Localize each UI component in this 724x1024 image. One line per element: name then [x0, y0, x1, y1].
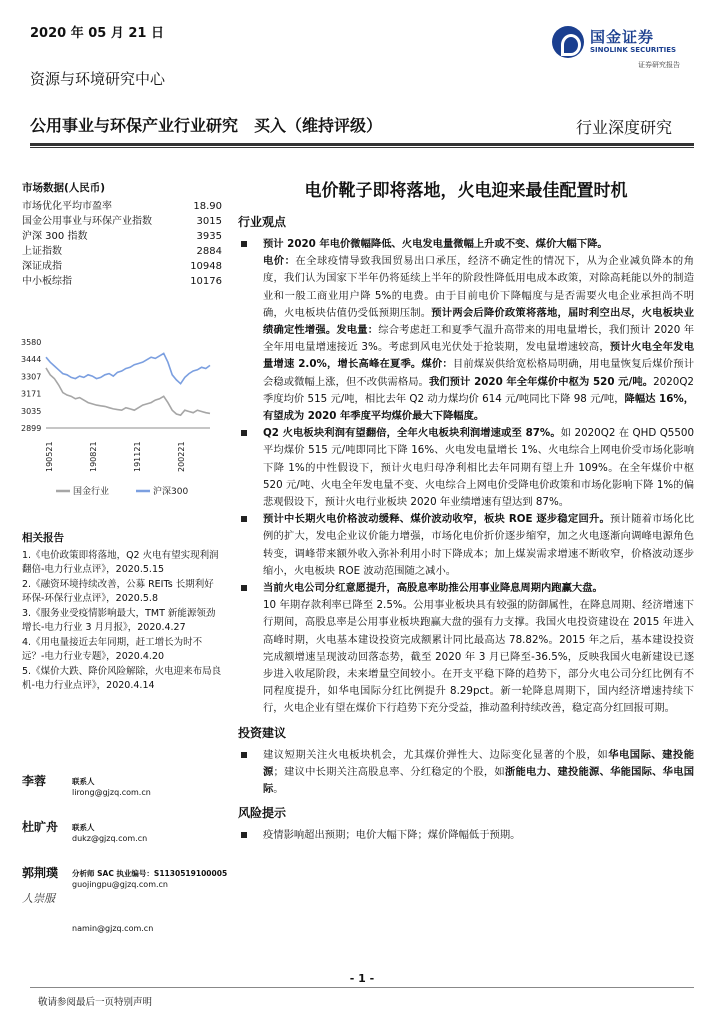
related-reports-title: 相关报告	[22, 532, 64, 544]
bullet-icon	[241, 516, 247, 522]
viewpoint-paragraph: 预计 2020 年电价微幅降低、火电发电量微幅上升或不变、煤价大幅下降。 电价：在全球疫情导致我国贸易出口承压，经济不确定性的情况下，从为企业减负降本的角度，我们认为国家下半年仍将延续上半年的阶段性降低用电成本政策，对除高耗能以外的制造业和一般工商业用户降 5%的电费。由于目前电价下降幅度与是否需要火电企业承担尚不明确，火电板块估值仍受低预期压制。预计两会后降价政策将落地，届时利空出尽，火电板块业绩确定性增强。发电量：综合考虑赶工和夏季气温升高带来的用电量增长，我们预计 2020 年全年用电量增速接近 3%。考虑到风电光伏处于抢装期，发电量增速较高，预计火电全年发电量增速 2.0%，增长高峰在夏季。煤价：目前煤炭供给宽松格局明确，用电量恢复后煤价预计会稳或微幅上涨，但不改供需格局。我们预计 2020 年全年煤价中枢为 520 元/吨。2020Q2 季度均价 515 元/吨，相比去年 Q2 动力煤均价 614 元/吨同比下降 98 元/吨，降幅达 16%，有望成为 2020 年季度平均煤价最大下降幅度。	[238, 236, 694, 425]
logo-name-cn: 国金证券	[590, 28, 655, 46]
main-content	[238, 176, 694, 845]
logo-subtitle: 证券研究报告	[638, 61, 680, 69]
market-row: 中小板综指 10176	[22, 276, 222, 287]
y-tick-label: 3580	[21, 338, 42, 347]
x-tick-label: 191121	[133, 441, 142, 472]
bullet-icon	[241, 430, 247, 436]
logo-name-en: SINOLINK SECURITIES	[590, 46, 677, 54]
disclaimer: 敬请参阅最后一页特别声明	[38, 997, 153, 1008]
analyst-name: 李蓉	[22, 774, 47, 788]
x-tick-label: 200221	[177, 441, 186, 472]
x-tick-label: 190821	[89, 441, 98, 472]
market-row: 深证成指 10948	[22, 261, 222, 272]
index-chart	[20, 330, 220, 510]
report-headline: 公用事业与环保产业行业研究 买入（维持评级）	[30, 116, 383, 135]
analyst-card	[22, 864, 232, 914]
analyst-card	[22, 914, 232, 934]
analyst-email[interactable]: guojingpu@gjzq.com.cn	[72, 880, 169, 889]
market-row: 沪深 300 指数 3935	[22, 231, 222, 242]
market-row: 上证指数 2884	[22, 246, 222, 257]
logo-icon	[552, 26, 584, 58]
legend-label: 沪深300	[153, 487, 189, 497]
x-tick-label: 190521	[45, 441, 54, 472]
analyst-card	[22, 818, 232, 864]
bullet-icon	[241, 241, 247, 247]
risk-paragraph: 疫情影响超出预期；电价大幅下降；煤价降幅低于预期。	[238, 827, 694, 844]
y-tick-label: 3035	[21, 406, 42, 416]
legend-label: 国金行业	[73, 487, 110, 497]
y-tick-label: 3444	[21, 355, 42, 365]
analyst-role: 联系人	[72, 777, 95, 786]
analyst-name: 杜旷舟	[22, 820, 59, 834]
related-report-item[interactable]: 5.《煤价大跌、降价风险解除，火电迎来布局良机-电力行业点评》，2020.4.14	[22, 666, 222, 691]
bullet-icon	[241, 585, 247, 591]
footer-divider	[30, 987, 694, 988]
viewpoint-paragraph: 预计中长期火电价格波动缓释、煤价波动收窄，板块 ROE 逐步稳定回升。预计随着市场化比例的扩大，发电企业议价能力增强，市场化电价折价逐步缩窄，加之火电逐渐向调峰电源角色转变，调峰带来额外收入弥补利用小时下降成本；加上煤炭需求增速不断收窄，价格波动逐步缩小，火电板块 ROE 波动范围随之减小。	[238, 511, 694, 580]
header-divider-thin	[30, 147, 694, 148]
market-row: 市场优化平均市盈率 18.90	[22, 201, 222, 212]
analyst-card	[22, 772, 232, 818]
analyst-signature: 人崇服	[22, 892, 55, 905]
report-date: 2020 年 05 月 21 日	[30, 26, 164, 41]
series-line	[46, 368, 210, 415]
analyst-name: 郭荆璞	[22, 866, 59, 880]
main-title: 电价靴子即将落地，火电迎来最佳配置时机	[304, 181, 628, 201]
viewpoint-paragraph: 当前火电公司分红意愿提升，高股息率助推公用事业降息周期内跑赢大盘。 10 年期存款利率已降至 2.5%。公用事业板块具有较强的防御属性，在降息周期、经济增速下行期间，高股息率是公用事业板块跑赢大盘的强有力支撑。我国火电投资建设在 2015 年进入高峰时期，火电基本建设投资完成额累计同比最高达 78.82%。2015 年之后，基本建设投资完成额增速呈现波动回落态势，截至 2020 年 3 月已降至-36.5%，反映我国火电新建设已逐步进入收尾阶段，未来增量空间较小。在开支平稳下降的趋势下，部分火电公司分红比例有不同程度提升，如华电国际分红比例提升 8.29pct。新一轮降息周期下，国内经济增速持续下行，火电企业有望在煤价下行趋势下充分受益，推动盈利持续改善，稳定高分红回报可期。	[238, 580, 694, 718]
y-tick-label: 3171	[21, 389, 42, 399]
investment-paragraph: 建议短期关注火电板块机会，尤其煤价弹性大、边际变化显著的个股，如华电国际、建投能源；建议中长期关注高股息率、分红稳定的个股，如浙能电力、建投能源、华能国际、华电国际。	[238, 747, 694, 799]
company-logo	[552, 24, 692, 68]
related-report-item[interactable]: 3.《服务业受疫情影响最大，TMT 新能源领劲增长-电力行业 3 月月报》，2020.4.27	[22, 608, 216, 633]
market-row: 国金公用事业与环保产业指数 3015	[22, 216, 222, 227]
section-title: 行业观点	[238, 215, 287, 229]
related-report-item[interactable]: 1.《电价政策即将落地，Q2 火电有望实现利润翻倍-电力行业点评》，2020.5.15	[22, 550, 219, 575]
document-type: 行业深度研究	[576, 118, 673, 137]
section-title: 投资建议	[238, 725, 287, 740]
analyst-role: 联系人	[72, 823, 95, 832]
y-tick-label: 2899	[21, 424, 42, 433]
related-reports	[22, 530, 222, 694]
related-report-item[interactable]: 2.《融资环境持续改善，公募 REITs 长期利好环保-环保行业点评》，2020.5.8	[22, 579, 214, 604]
research-center: 资源与环境研究中心	[30, 70, 166, 88]
market-data	[22, 180, 222, 289]
analyst-email[interactable]: lirong@gjzq.com.cn	[72, 788, 151, 797]
analyst-email[interactable]: dukz@gjzq.com.cn	[72, 834, 148, 843]
market-data-title: 市场数据(人民币)	[22, 182, 106, 194]
page-number: - 1 -	[349, 972, 375, 985]
series-line	[46, 353, 210, 383]
analyst-email[interactable]: namin@gjzq.com.cn	[72, 924, 154, 933]
header-divider	[30, 143, 694, 146]
related-report-item[interactable]: 4.《用电量接近去年同期，赶工增长为时不远？-电力行业专题》，2020.4.20	[22, 637, 203, 662]
analysts	[22, 772, 232, 934]
analyst-role: 分析师 SAC 执业编号：S1130519100005	[72, 869, 228, 878]
bullet-icon	[241, 752, 247, 758]
bullet-icon	[241, 832, 247, 838]
y-tick-label: 3307	[21, 372, 42, 382]
viewpoint-paragraph: Q2 火电板块利润有望翻倍，全年火电板块利润增速或至 87%。如 2020Q2 在 QHD Q5500 平均煤价 515 元/吨即同比下降 16%、火电发电量增长 1%、火电综合上网电价受市场化影响下降 1%的中性假设下，预计火电归母净利相比去年同期有望上升 109%。在全年煤价中枢 520 元/吨、火电全年发电量不变、火电综合上网电价受降电价政策和市场化影响下降 1%的偏悲观假设下，预计火电行业板块 2020 年业绩增速有望达到 87%。	[238, 425, 694, 511]
section-title: 风险提示	[238, 806, 287, 821]
